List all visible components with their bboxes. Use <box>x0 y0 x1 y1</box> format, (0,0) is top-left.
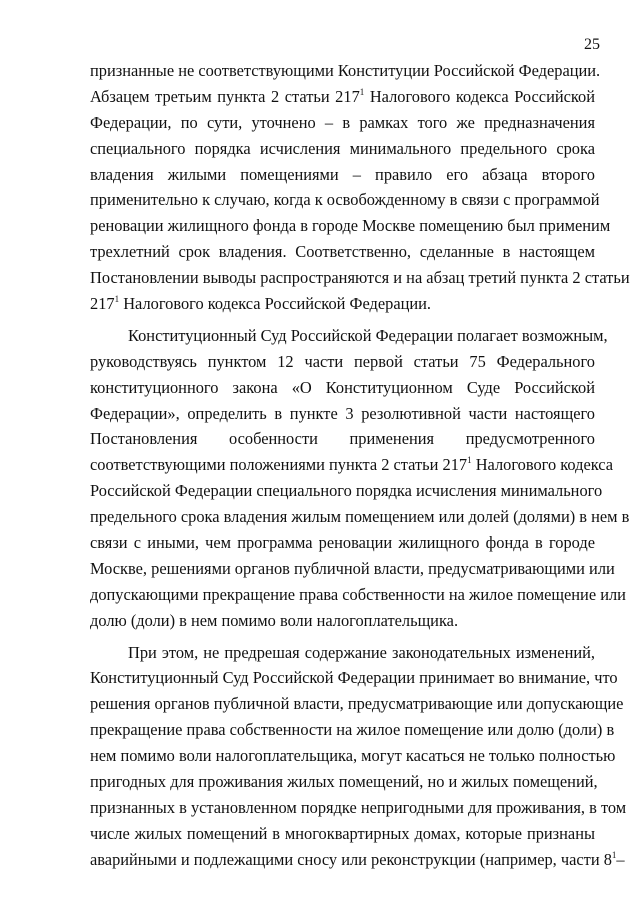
text-line: При этом, не предрешая содержание законодательных изменений, <box>128 642 595 662</box>
text-line: прекращение права собственности на жилое помещение или долю (доли) в <box>90 720 615 740</box>
text-line: Москве, решениями органов публичной власти, предусматривающими или <box>90 558 615 578</box>
text-line: Конституционный Суд Российской Федерации принимает во внимание, что <box>90 668 618 688</box>
text-line: Абзацем третьим пункта 2 статьи $217^1$ Налогового кодекса Российской <box>90 86 595 106</box>
text-line: долю (доли) в нем помимо воли налогоплательщика. <box>90 610 459 630</box>
text-line: Постановлении выводы распространяются и на абзац третий пункта 2 статьи <box>90 268 630 288</box>
text-line: Федерации», определить в пункте 3 резолютивной части настоящего <box>90 403 595 423</box>
text-line: Федерации, по сути, уточнено – в рамках того же предназначения <box>90 112 595 132</box>
text-line: числе жилых помещений в многоквартирных домах, которые признаны <box>90 823 595 843</box>
text-line: руководствуясь пунктом 12 части первой статьи 75 Федерального <box>90 351 595 371</box>
text-line: решения органов публичной власти, предусматривающие или допускающие <box>90 694 624 714</box>
superscript: 1 <box>359 86 365 97</box>
paragraph-3 <box>90 640 627 873</box>
text-line: допускающими прекращение права собственности на жилое помещение или <box>90 584 626 604</box>
text-line: Российской Федерации специального порядка исчисления минимального <box>90 481 603 501</box>
text-line: нем помимо воли налогоплательщика, могут касаться не только полностью <box>90 746 616 766</box>
text-line: соответствующими положениями пункта 2 статьи $217^1$ Налогового кодекса <box>90 455 614 475</box>
text-line: владения жилыми помещениями – правило его абзаца второго <box>90 164 595 184</box>
text-line: связи с иными, чем программа реновации жилищного фонда в городе <box>90 533 595 553</box>
text-line: признанные не соответствующими Конституции Российской Федерации. <box>90 61 601 80</box>
text-line: аварийными и подлежащими сносу или реконструкции (например, части $8^1-$ <box>90 849 625 869</box>
text-line: $217^1$ Налогового кодекса Российской Федерации. <box>90 294 432 314</box>
paragraph-2 <box>90 323 630 634</box>
superscript: 1 <box>467 455 472 466</box>
text-line: реновации жилищного фонда в городе Москве помещению был применим <box>90 216 611 236</box>
page-number: 25 <box>584 36 600 53</box>
text-line: признанных в установленном порядке непригодными для проживания, в том <box>90 797 627 817</box>
text-line: Постановления особенности применения предусмотренного <box>90 429 595 449</box>
text-line: конституционного закона «О Конституционном Суде Российской <box>90 377 595 397</box>
paragraph-1 <box>90 58 630 317</box>
text-line: применительно к случаю, когда к освобожденному в связи с программой <box>90 190 600 210</box>
text-line: специального порядка исчисления минимального предельного срока <box>90 138 595 158</box>
superscript: 1 <box>611 849 617 860</box>
superscript: 1 <box>114 294 120 305</box>
text-line: пригодных для проживания жилых помещений, но и жилых помещений, <box>90 772 598 792</box>
text-line: Конституционный Суд Российской Федерации полагает возможным, <box>128 325 608 345</box>
body-text <box>90 58 630 873</box>
text-line: предельного срока владения жилым помещением или долей (долями) в нем в <box>90 507 630 527</box>
text-line: трехлетний срок владения. Соответственно, сделанные в настоящем <box>90 242 595 262</box>
